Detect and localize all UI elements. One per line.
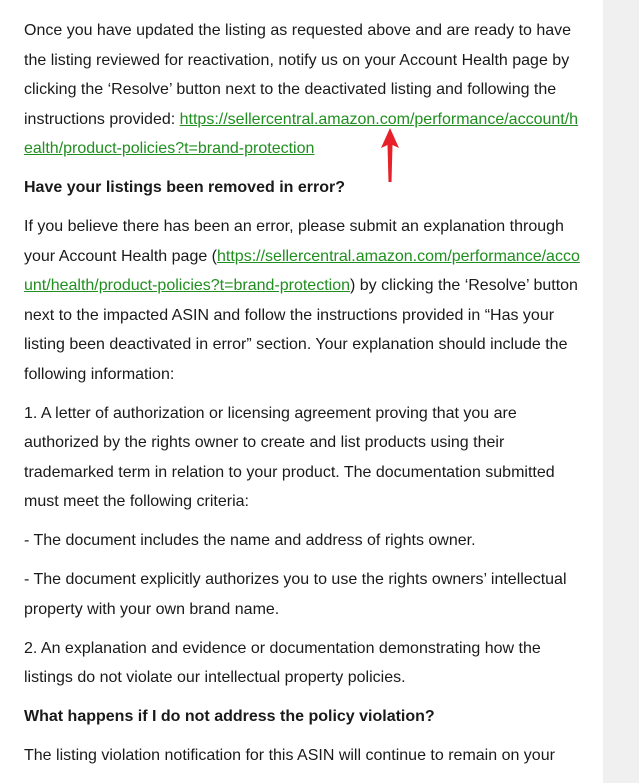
criteria-name-address: - The document includes the name and address of rights owner.	[24, 532, 476, 549]
document-body	[24, 16, 582, 780]
error-text-after: ) by clicking the ‘Resolve’ button next to the impacted ASIN and follow the instructions provided in “Has your listing been deactivated in error” section. Your explanation should include the following information:	[24, 277, 578, 383]
error-text-before: If you believe there has been an error, please submit an explanation through your Account Health page (	[24, 218, 564, 265]
account-health-link[interactable]: https://sellercentral.amazon.com/performance/account/health/product-policies?t=brand-protection	[24, 110, 579, 157]
list-item-explanation: 2. An explanation and evidence or documentation demonstrating how the listings do not violate our intellectual property policies.	[24, 639, 541, 686]
scrollbar-track[interactable]	[603, 0, 639, 783]
list-item-authorization: 1. A letter of authorization or licensing agreement proving that you are authorized by the rights owner to create and list products using their trademarked term in relation to your product. The documentation submitted must meet the following criteria:	[24, 404, 555, 510]
reactivation-paragraph	[24, 16, 582, 164]
account-health-link-2[interactable]: https://sellercentral.amazon.com/performance/account/health/product-policies?t=brand-protection	[24, 247, 580, 294]
criteria-authorizes-use: - The document explicitly authorizes you to use the rights owners’ intellectual property with your own brand name.	[24, 571, 567, 618]
reactivation-text: Once you have updated the listing as requested above and are ready to have the listing reviewed for reactivation, notify us on your Account Health page by clicking the ‘Resolve’ button next to the deactivated listing and following the instructions provided:	[24, 22, 572, 128]
removed-in-error-heading: Have your listings been removed in error?	[24, 179, 345, 196]
listing-violation-paragraph: The listing violation notification for this ASIN will continue to remain on your	[24, 747, 555, 764]
red-arrow-annotation-icon	[379, 128, 401, 182]
error-explanation-paragraph	[24, 212, 582, 389]
policy-violation-heading: What happens if I do not address the policy violation?	[24, 708, 435, 725]
